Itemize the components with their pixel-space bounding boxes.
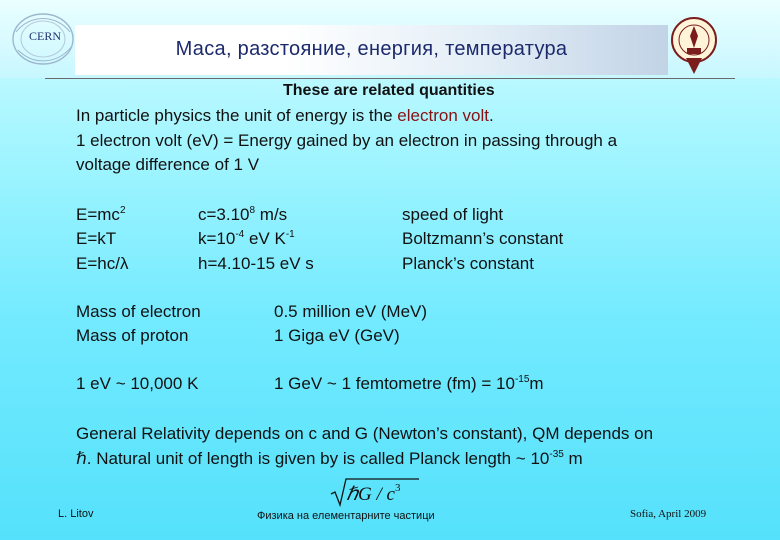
footer-place-date: Sofia, April 2009	[630, 508, 707, 520]
formula-energy-mass: $E=mc^2$	[76, 205, 126, 224]
gr-line-2: ℏ. Natural unit of length is given by is called Planck length ~ $10^{-35}$ m	[76, 449, 583, 468]
slide-title: Маса, разстояние, енергия, температура	[175, 38, 568, 60]
constant-h-value: h=4.10-15 eV s	[198, 254, 314, 273]
constant-c-value: $c=3.10^8$ m/s	[198, 205, 288, 224]
gev-length-equivalence: 1 GeV ~ 1 femtometre $(fm) = 10^{-15}m$	[274, 374, 544, 393]
mass-electron-label: Mass of electron	[76, 302, 201, 321]
mass-electron-value: 0.5 million eV (MeV)	[274, 302, 428, 321]
constant-c-name: speed of light	[402, 205, 504, 224]
cern-logo-text: CERN	[29, 29, 62, 43]
ev-temperature-equivalence: 1 eV ~ 10,000 K	[76, 374, 199, 393]
constant-k-name: Boltzmann’s constant	[402, 229, 564, 248]
intro-line	[76, 106, 494, 126]
mass-proton-value: 1 Giga eV (GeV)	[274, 326, 400, 345]
gr-line-1: General Relativity depends on c and G (Newton’s constant), QM depends on	[76, 424, 654, 443]
header-divider	[45, 78, 735, 79]
intro-suffix: .	[488, 106, 494, 125]
constant-k-value: $k=10^{-4}$ eV $K^{-1}$	[198, 229, 295, 248]
definition-line-1: 1 electron volt (eV) = Energy gained by an electron in passing through a	[76, 131, 618, 150]
constant-h-name: Planck’s constant	[402, 254, 534, 273]
university-emblem-icon	[668, 14, 720, 76]
electron-volt-highlight: electron volt	[397, 106, 489, 125]
mass-proton-label: Mass of proton	[76, 326, 189, 345]
formula-energy-temperature: E=kT	[76, 229, 117, 248]
footer-course: Физика на елементарните частици	[257, 510, 435, 522]
footer-author: L. Litov	[58, 508, 94, 520]
planck-length-formula: ℏG / $c^3$	[346, 482, 401, 505]
subhead: These are related quantities	[283, 82, 495, 99]
formula-energy-wavelength: E=hc/λ	[76, 254, 129, 273]
intro-prefix: In particle physics the unit of energy is the	[76, 106, 398, 125]
definition-line-2: voltage difference of 1 V	[76, 155, 260, 174]
